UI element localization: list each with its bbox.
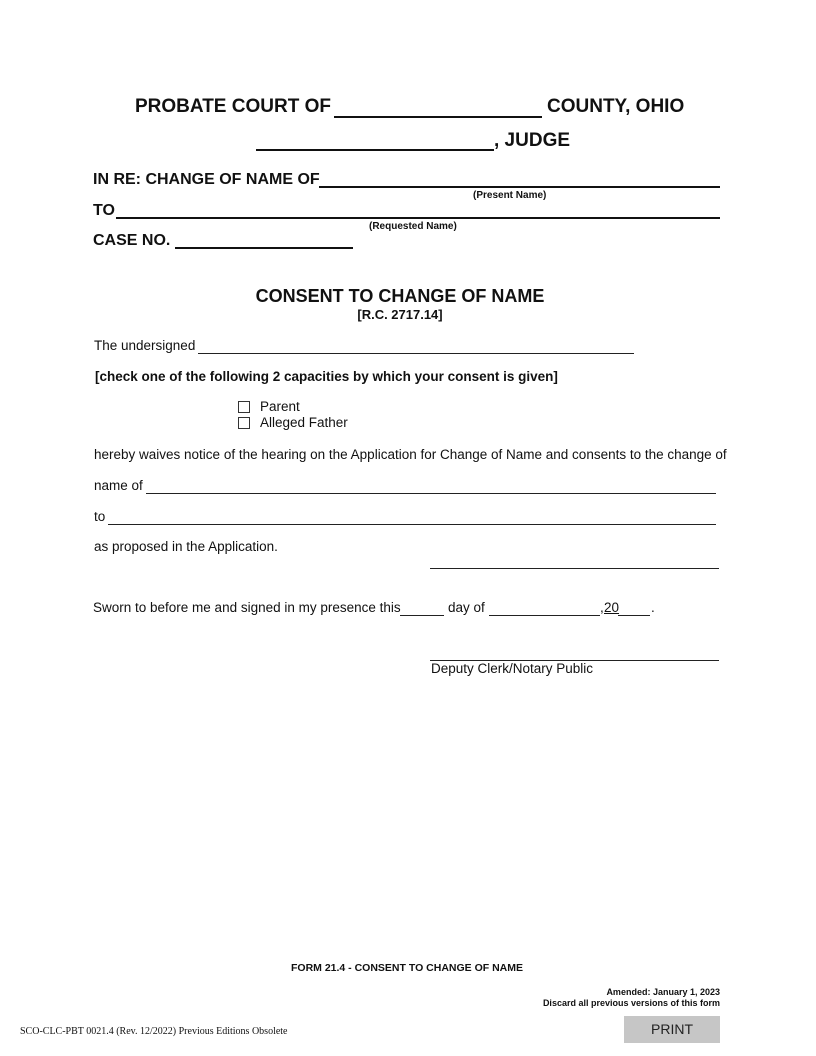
notary-signature-field[interactable] bbox=[430, 646, 719, 661]
present-name-caption: (Present Name) bbox=[473, 190, 547, 201]
name-of-label: name of bbox=[94, 478, 143, 493]
statute-reference: [R.C. 2717.14] bbox=[357, 307, 443, 322]
requested-name-field[interactable] bbox=[116, 203, 720, 219]
undersigned-field[interactable] bbox=[198, 339, 634, 354]
day-field[interactable] bbox=[400, 601, 444, 616]
judge-label: , JUDGE bbox=[494, 130, 571, 151]
period: . bbox=[651, 600, 655, 615]
to-name-label: to bbox=[94, 509, 106, 524]
proposed-text: as proposed in the Application. bbox=[94, 539, 278, 554]
waiver-text: hereby waives notice of the hearing on the Application for Change of Name and consents to the change of bbox=[94, 447, 727, 462]
alleged-father-label: Alleged Father bbox=[260, 415, 348, 430]
name-of-field[interactable] bbox=[146, 479, 716, 494]
parent-label: Parent bbox=[260, 399, 300, 414]
form-title: CONSENT TO CHANGE OF NAME bbox=[255, 286, 545, 306]
capacity-instruction: [check one of the following 2 capacities by which your consent is given] bbox=[95, 369, 558, 384]
day-of-label: day of bbox=[448, 600, 485, 615]
present-name-field[interactable] bbox=[319, 172, 720, 188]
court-prefix: PROBATE COURT OF bbox=[135, 96, 331, 117]
sworn-text: Sworn to before me and signed in my presence this bbox=[93, 600, 401, 615]
county-field[interactable] bbox=[334, 100, 542, 118]
footer-form-title: FORM 21.4 - CONSENT TO CHANGE OF NAME bbox=[291, 962, 523, 974]
court-suffix: COUNTY, OHIO bbox=[547, 96, 685, 117]
month-field[interactable] bbox=[489, 601, 600, 616]
in-re-label: IN RE: CHANGE OF NAME OF bbox=[93, 171, 320, 188]
alleged-father-checkbox[interactable] bbox=[238, 417, 250, 429]
amended-date: Amended: January 1, 2023 bbox=[606, 987, 720, 997]
undersigned-label: The undersigned bbox=[94, 338, 196, 353]
comma: , bbox=[600, 600, 604, 615]
parent-checkbox[interactable] bbox=[238, 401, 250, 413]
notary-label: Deputy Clerk/Notary Public bbox=[431, 661, 594, 676]
year-field[interactable] bbox=[618, 601, 650, 616]
case-no-field[interactable] bbox=[175, 233, 353, 249]
case-no-label: CASE NO. bbox=[93, 232, 171, 249]
discard-notice: Discard all previous versions of this form bbox=[542, 998, 720, 1008]
to-name-field[interactable] bbox=[108, 510, 716, 525]
form-code: SCO-CLC-PBT 0021.4 (Rev. 12/2022) Previous Editions Obsolete bbox=[20, 1026, 288, 1037]
year-prefix: 20 bbox=[604, 600, 620, 615]
requested-name-caption: (Requested Name) bbox=[369, 221, 457, 232]
judge-field[interactable] bbox=[256, 133, 494, 151]
to-label: TO bbox=[93, 202, 115, 219]
print-button[interactable]: PRINT bbox=[624, 1016, 720, 1043]
consenter-signature-field[interactable] bbox=[430, 554, 719, 569]
